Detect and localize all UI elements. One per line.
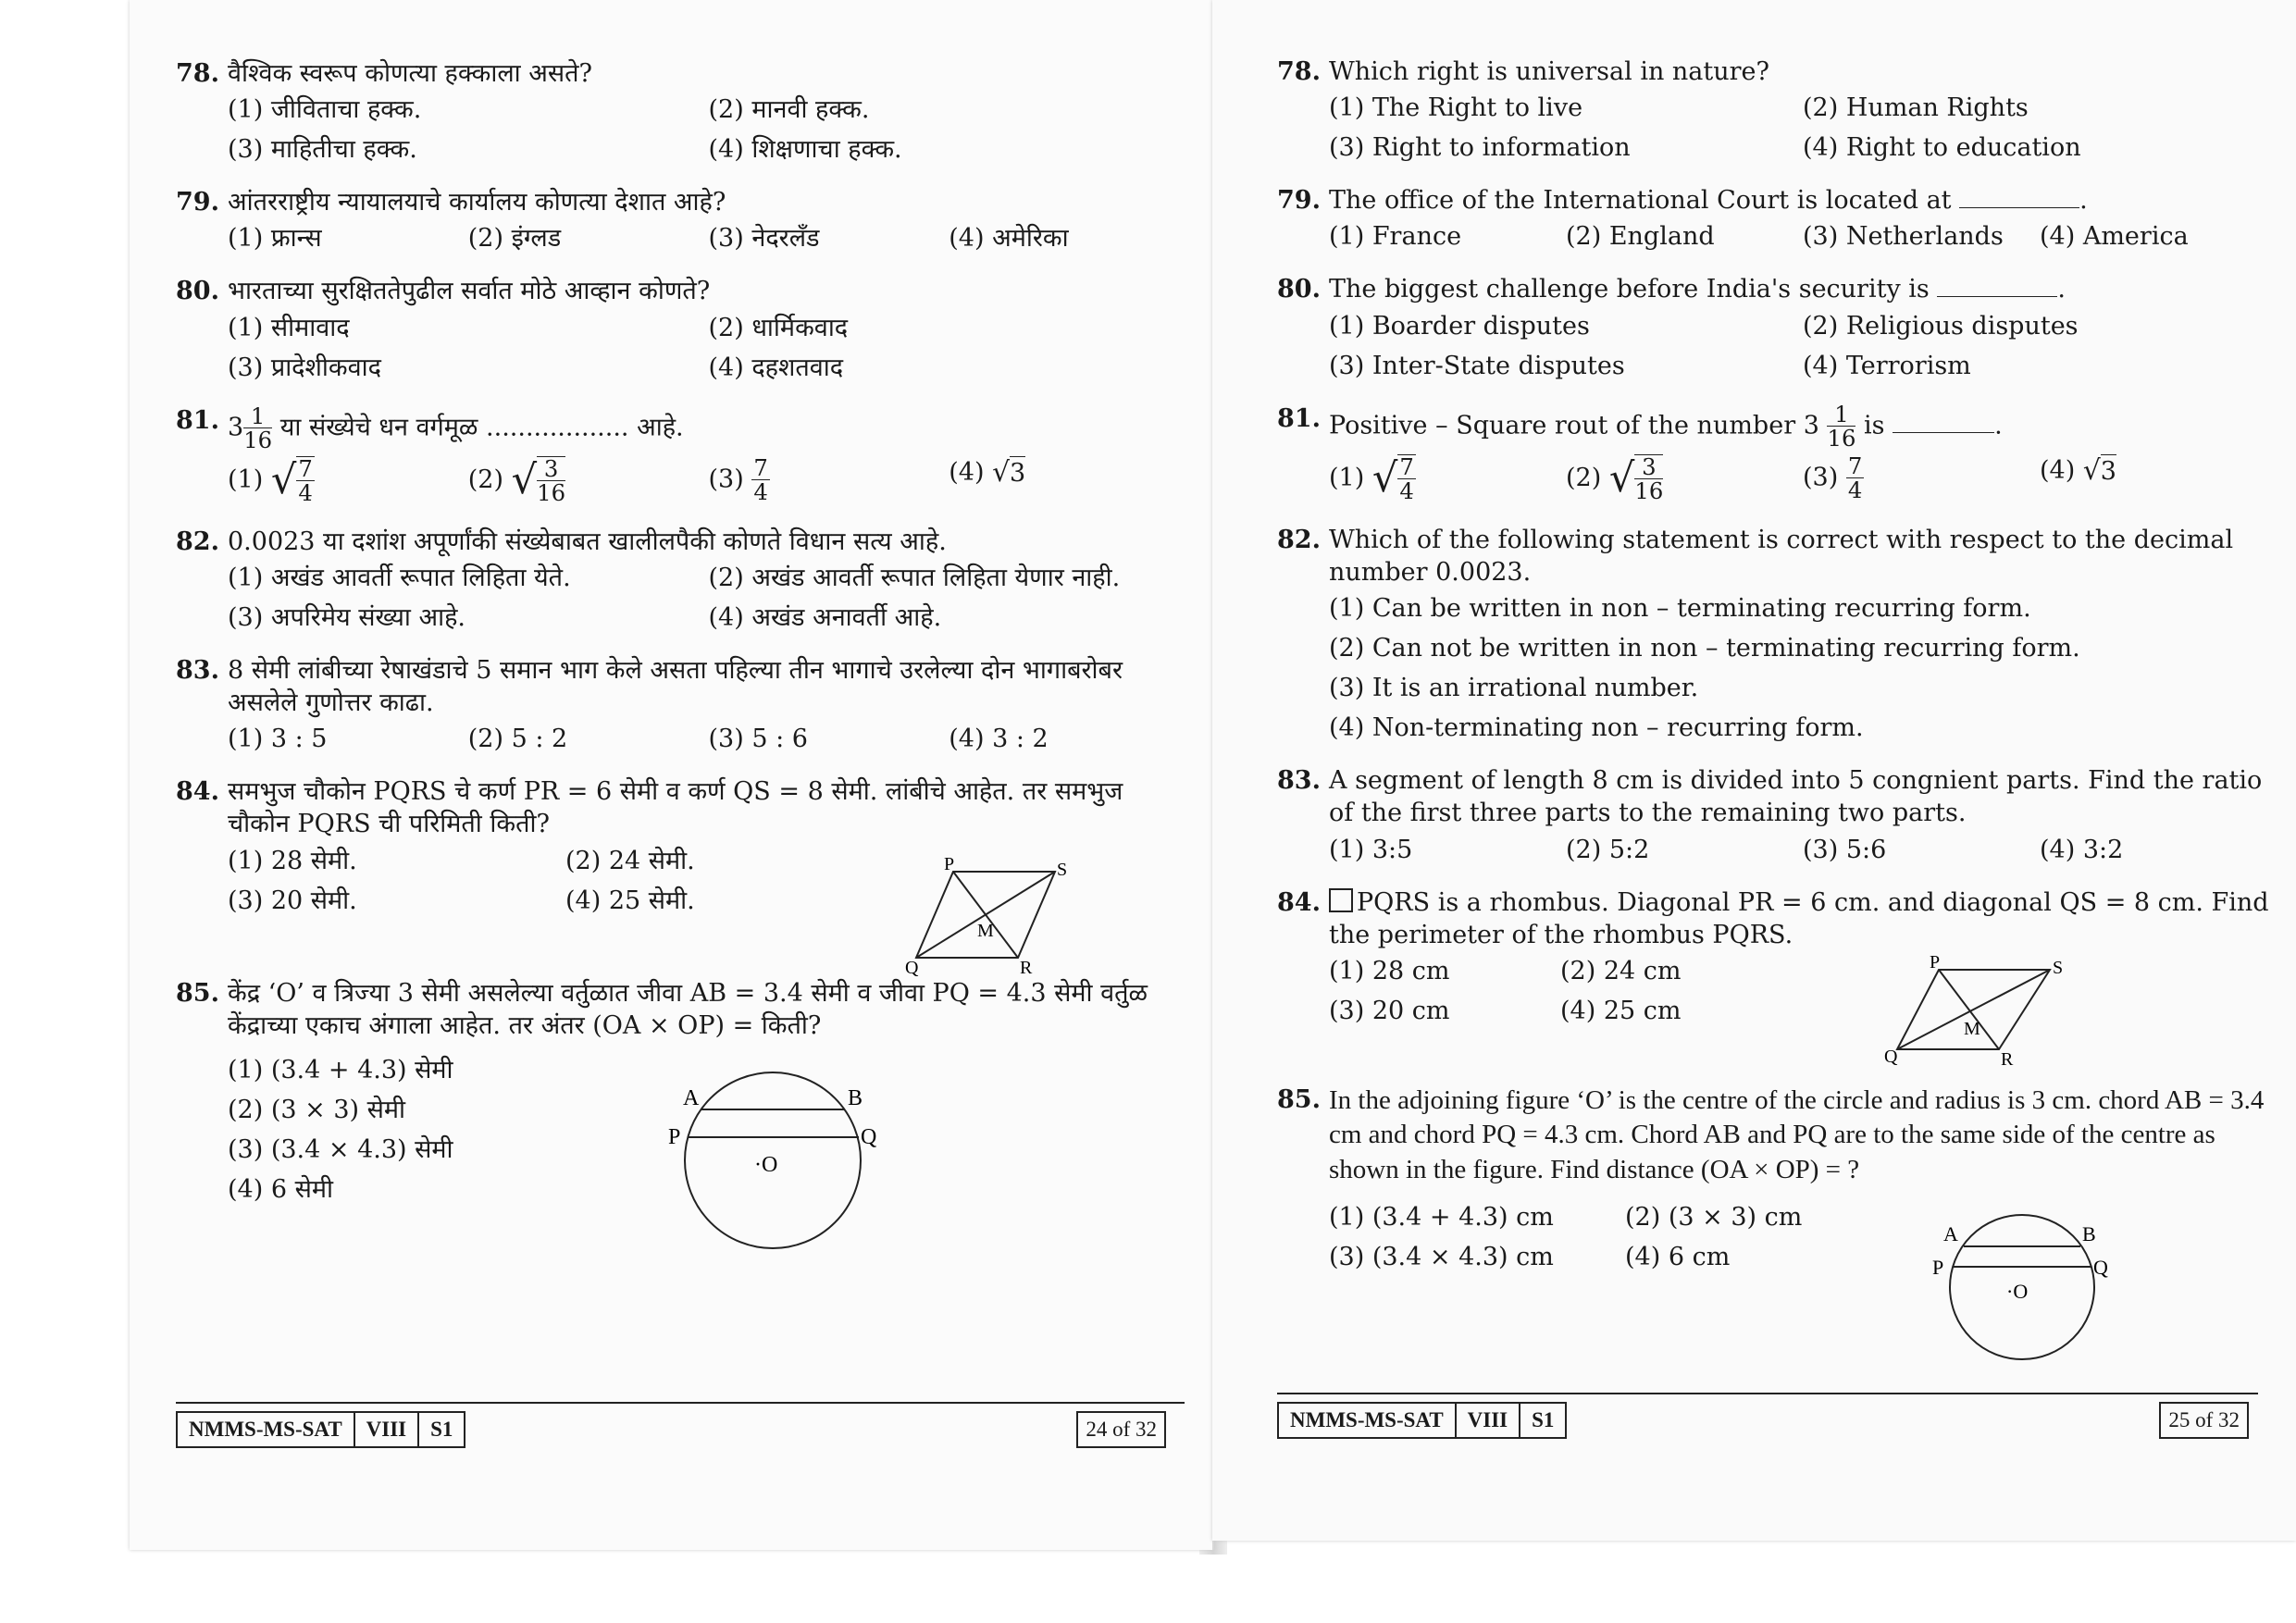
- footer-class: VIII: [1457, 1404, 1520, 1437]
- option-2: (2) 5 : 2: [467, 725, 568, 754]
- option-2: (2) (3 × 3) सेमी: [228, 1095, 406, 1124]
- label-p: P: [668, 1125, 681, 1150]
- label-a: A: [683, 1086, 700, 1111]
- option-1: (1) √ $\frac{7}{4}$: [1329, 452, 1414, 505]
- label-b: B: [2082, 1221, 2096, 1245]
- question-78: [176, 57, 1189, 169]
- option-3: (3) Right to information: [1329, 133, 1631, 163]
- label-s: S: [2053, 957, 2064, 978]
- label-p: P: [1932, 1255, 1944, 1279]
- option-4: (4) America: [2040, 222, 2189, 252]
- footer-rule: [1277, 1393, 2258, 1394]
- question-number: 79.: [1277, 186, 1321, 216]
- label-r: R: [2001, 1048, 2014, 1070]
- question-84: [176, 775, 1189, 979]
- option-3: (3) $\frac{7}{4}$: [708, 453, 768, 506]
- label-q: Q: [2093, 1255, 2108, 1279]
- option-2: (2) 24 cm: [1560, 956, 1682, 985]
- question-83: [1277, 764, 2277, 869]
- page-number: 25 of 32: [2159, 1402, 2249, 1439]
- label-p: P: [1930, 951, 1941, 973]
- question-text: In the adjoining figure ‘O’ is the centre of the circle and radius is 3 cm. chord AB = 3.4 cm and chord PQ = 4.3 cm. Chord AB and PQ are to the same side of the centre as shown in the figure. Find distance (OA × OP) = ?: [1329, 1084, 2265, 1184]
- question-79: [176, 186, 1189, 258]
- question-82: [1277, 524, 2277, 749]
- option-1: (1) Boarder disputes: [1329, 311, 1590, 341]
- question-text: Which of the following statement is correct with respect to the decimal number 0.0023.: [1329, 525, 2234, 587]
- mixed-fraction: $\frac{1}{16}$: [1827, 400, 1856, 452]
- rhombus-figure: [1884, 951, 2091, 1070]
- footer-rule: [176, 1402, 1185, 1404]
- right-footer: [1277, 1402, 2258, 1437]
- option-3: (3) माहितीचा हक्क.: [228, 135, 417, 165]
- option-4: (4) 25 cm: [1560, 996, 1682, 1025]
- question-text: या संख्येचे धन वर्गमूळ: [279, 413, 478, 442]
- option-4: (4) Right to education: [1803, 133, 2081, 163]
- question-text: Which right is universal in nature?: [1329, 57, 1770, 86]
- option-3: (3) (3.4 × 4.3) सेमी: [228, 1134, 453, 1164]
- option-3: (3) 20 सेमी.: [228, 886, 357, 915]
- option-1: (1) सीमावाद: [228, 313, 350, 342]
- option-3: (3) $\frac{7}{4}$: [1803, 452, 1863, 504]
- question-number: 82.: [176, 527, 219, 556]
- question-text: वैश्विक स्वरूप कोणत्या हक्काला असते?: [228, 59, 592, 88]
- option-2: (2) √ $\frac{3}{16}$: [467, 454, 566, 507]
- question-number: 78.: [1277, 57, 1321, 86]
- mixed-fraction: $\frac{1}{16}$: [243, 402, 273, 454]
- option-3: (3) 5 : 6: [708, 725, 808, 754]
- question-number: 83.: [1277, 766, 1321, 796]
- option-2: (2) धार्मिकवाद: [708, 313, 849, 342]
- option-3: (3) 20 cm: [1329, 996, 1450, 1025]
- label-o: ·O: [2006, 1279, 2029, 1303]
- option-1: (1) फ्रान्स: [228, 224, 322, 254]
- option-2: (2) 24 सेमी.: [565, 846, 695, 875]
- question-text: भारताच्या सुरक्षिततेपुढील सर्वात मोठे आव्हान कोणते?: [228, 277, 711, 306]
- question-number: 79.: [176, 188, 219, 217]
- question-number: 81.: [176, 405, 219, 435]
- question-number: 84.: [1277, 887, 1321, 917]
- question-text: 0.0023 या दशांश अपूर्णांकी संख्येबाबत खालीलपैकी कोणते विधान सत्य आहे.: [228, 527, 947, 556]
- footer-class: VIII: [355, 1413, 419, 1446]
- question-number: 80.: [176, 277, 219, 306]
- question-text: PQRS is a rhombus. Diagonal PR = 6 cm. and diagonal QS = 8 cm. Find the perimeter of the rhombus PQRS.: [1329, 887, 2269, 949]
- label-b: B: [848, 1086, 863, 1111]
- question-85: [1277, 1084, 2277, 1303]
- option-1: (1) 28 सेमी.: [228, 846, 357, 875]
- label-a: A: [1943, 1221, 1958, 1245]
- option-4: (4) अखंड अनावर्ती आहे.: [708, 602, 942, 632]
- question-text: 8 सेमी लांबीच्या रेषाखंडाचे 5 समान भाग केले असता पहिल्या तीन भागाचे उरलेल्या दोन भागाबरोबर असलेले गुणोत्तर काढा.: [228, 656, 1123, 718]
- question-number: 85.: [176, 979, 219, 1009]
- square-icon: [1329, 888, 1353, 912]
- option-3: (3) (3.4 × 4.3) cm: [1329, 1242, 1554, 1271]
- option-3: (3) अपरिमेय संख्या आहे.: [228, 602, 466, 632]
- question-number: 78.: [176, 59, 219, 88]
- left-questions: [176, 57, 1189, 1226]
- question-79: 79. The office of the International Court is located at . (1) France (2) England (3) Netherlands (4) America: [1277, 184, 2277, 256]
- question-text: केंद्र ‘O’ व त्रिज्या 3 सेमी असलेल्या वर्तुळात जीवा AB = 3.4 सेमी व जीवा PQ = 4.3 सेमी वर्तुळ केंद्राच्या एकाच अंगाला आहेत. तर अंतर (OA × OP) = किती?: [228, 979, 1148, 1041]
- question-number: 80.: [1277, 275, 1321, 304]
- right-page: [1212, 0, 2296, 1541]
- mixed-whole: 3: [228, 413, 244, 442]
- question-83: [176, 654, 1189, 759]
- option-1: (1) 3:5: [1329, 835, 1413, 864]
- question-text: The biggest challenge before India's security is: [1329, 275, 1930, 304]
- label-q: Q: [1884, 1046, 1898, 1067]
- label-q: Q: [861, 1125, 877, 1150]
- option-1: (1) जीविताचा हक्क.: [228, 95, 422, 125]
- question-number: 85.: [1277, 1084, 1321, 1114]
- circle-figure: [1925, 1195, 2119, 1370]
- option-4: (4) √ 3: [949, 456, 1026, 489]
- rhombus-figure: [905, 854, 1101, 979]
- question-number: 84.: [176, 777, 219, 807]
- option-2: (2) Can not be written in non – terminating recurring form.: [1329, 634, 2080, 663]
- label-r: R: [1020, 958, 1033, 979]
- option-1: (1) अखंड आवर्ती रूपात लिहिता येते.: [228, 563, 571, 592]
- question-85: [176, 977, 1189, 1209]
- option-1: (1) France: [1329, 222, 1462, 252]
- option-4: (4) 3 : 2: [949, 725, 1049, 754]
- circle-figure: [657, 1051, 879, 1255]
- page-number: 24 of 32: [1076, 1411, 1166, 1448]
- option-4: (4) शिक्षणाचा हक्क.: [708, 135, 902, 165]
- question-text: The office of the International Court is located at: [1329, 186, 1952, 216]
- option-1: (1) Can be written in non – terminating recurring form.: [1329, 593, 2031, 623]
- option-2: (2) √ $\frac{3}{16}$: [1566, 452, 1664, 505]
- option-4: (4) अमेरिका: [949, 224, 1069, 254]
- question-81: 81. Positive – Square rout of the number 3 $\frac{1}{16}$ is . (1) √ $\frac{7}{4}$ (2) √ $\frac{3}{16}$ (3) $\frac{7}{4}$ (4) √ 3: [1277, 403, 2277, 507]
- option-2: (2) अखंड आवर्ती रूपात लिहिता येणार नाही.: [708, 563, 1121, 592]
- option-1: (1) 28 cm: [1329, 956, 1450, 985]
- option-4: (4) 6 cm: [1625, 1242, 1731, 1271]
- option-3: (3) 5:6: [1803, 835, 1887, 864]
- question-84: [1277, 886, 2277, 1070]
- option-2: (2) Religious disputes: [1803, 311, 2079, 341]
- label-p: P: [944, 854, 955, 875]
- option-2: (2) England: [1566, 222, 1715, 252]
- option-3: (3) प्रादेशीकवाद: [228, 353, 381, 382]
- question-text: Positive – Square rout of the number: [1329, 411, 1796, 440]
- option-2: (2) 5:2: [1566, 835, 1650, 864]
- footer-set: S1: [1532, 1408, 1555, 1431]
- question-80: 80. The biggest challenge before India's security is . (1) Boarder disputes (2) Religious disputes (3) Inter-State disputes (4) Terrorism: [1277, 273, 2277, 385]
- label-m: M: [1964, 1018, 1980, 1039]
- question-number: 81.: [1277, 403, 1321, 433]
- label-o: ·O: [754, 1153, 778, 1178]
- option-1: (1) (3.4 + 4.3) cm: [1329, 1202, 1554, 1232]
- label-m: M: [977, 921, 994, 942]
- option-4: (4) 25 सेमी.: [565, 886, 695, 915]
- option-3: (3) It is an irrational number.: [1329, 674, 1699, 703]
- option-4: (4) 3:2: [2040, 835, 2124, 864]
- option-3: (3) Inter-State disputes: [1329, 351, 1625, 380]
- question-number: 82.: [1277, 525, 1321, 554]
- option-2: (2) (3 × 3) cm: [1625, 1202, 1803, 1232]
- option-1: (1) (3.4 + 4.3) सेमी: [228, 1055, 453, 1084]
- footer-code: NMMS-MS-SAT: [1279, 1404, 1457, 1437]
- question-text: आंतरराष्ट्रीय न्यायालयाचे कार्यालय कोणत्या देशात आहे?: [228, 188, 726, 217]
- left-page: [130, 0, 1214, 1550]
- answer-dots: ..................: [486, 413, 629, 442]
- footer-set: S1: [430, 1418, 453, 1441]
- option-4: (4) √ 3: [2040, 454, 2116, 488]
- option-3: (3) Netherlands: [1803, 222, 2004, 252]
- option-4: (4) Non-terminating non – recurring form.: [1329, 713, 1864, 743]
- question-text-end: is: [1864, 411, 1885, 440]
- option-4: (4) Terrorism: [1803, 351, 1971, 380]
- question-78: [1277, 56, 2277, 167]
- mixed-whole: 3: [1803, 411, 1819, 440]
- right-questions: [1277, 56, 2277, 1303]
- option-2: (2) इंग्लड: [467, 224, 562, 254]
- option-1: (1) The Right to live: [1329, 93, 1583, 123]
- question-81: [176, 404, 1189, 509]
- left-footer: [176, 1411, 1185, 1446]
- option-3: (3) नेदरलँड: [708, 224, 820, 254]
- question-text: समभुज चौकोन PQRS चे कर्ण PR = 6 सेमी व कर्ण QS = 8 सेमी. लांबीचे आहेत. तर समभुज चौकोन PQRS ची परिमिती किती?: [228, 777, 1123, 839]
- label-s: S: [1057, 860, 1068, 881]
- footer-code: NMMS-MS-SAT: [178, 1413, 355, 1446]
- question-80: [176, 275, 1189, 387]
- question-text-end: आहे.: [637, 413, 684, 442]
- option-2: (2) मानवी हक्क.: [708, 95, 870, 125]
- option-1: (1) 3 : 5: [228, 725, 328, 754]
- question-number: 83.: [176, 656, 219, 686]
- option-4: (4) दहशतवाद: [708, 353, 844, 382]
- label-q: Q: [905, 958, 919, 979]
- option-4: (4) 6 सेमी: [228, 1174, 333, 1204]
- question-82: [176, 526, 1189, 638]
- option-2: (2) Human Rights: [1803, 93, 2029, 123]
- option-1: (1) √ $\frac{7}{4}$: [228, 454, 313, 507]
- question-text: A segment of length 8 cm is divided into 5 congnient parts. Find the ratio of the first three parts to the remaining two parts.: [1329, 766, 2263, 828]
